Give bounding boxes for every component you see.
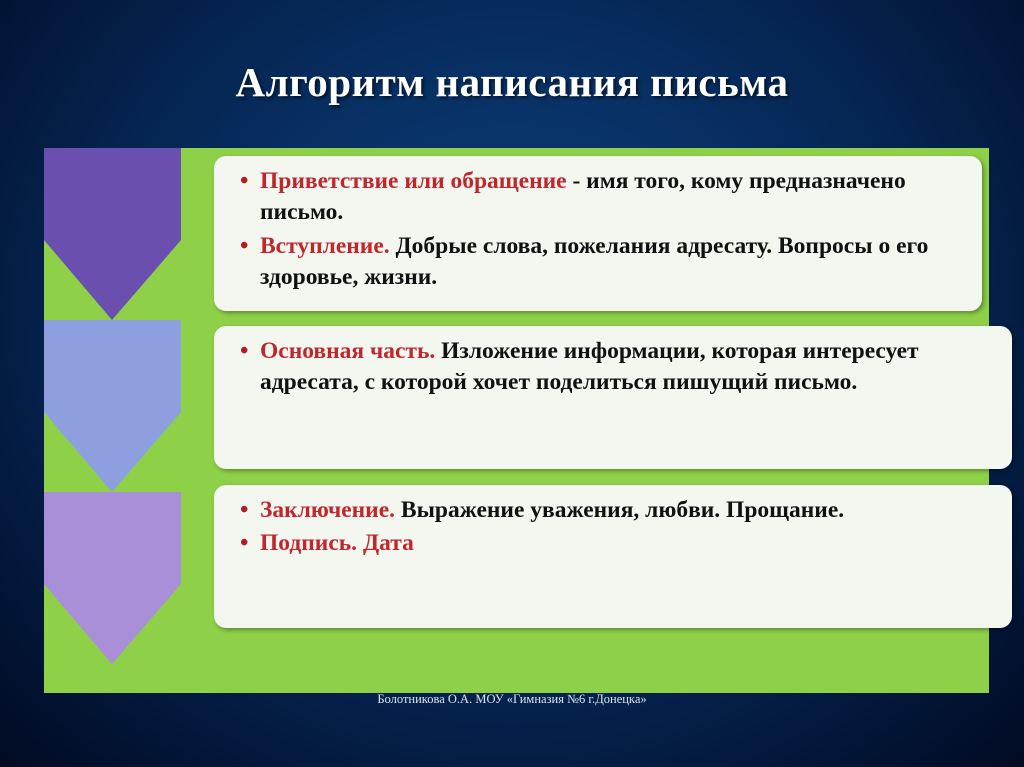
list-item: [236, 495, 994, 526]
list-item: [236, 231, 964, 294]
list-item-rest: Добрые слова, пожелания адресату. Вопросы о его здоровье, жизни.: [260, 232, 929, 291]
list-item-rest: Изложение информации, которая интересует адресата, с которой хочет поделиться пишущий письмо.: [260, 338, 919, 396]
list-item-lead: Приветствие или обращение: [260, 168, 567, 194]
list-item-lead: Заключение.: [260, 497, 396, 523]
card-conclusion-list: [236, 495, 994, 560]
card-main-part: [214, 326, 1012, 469]
green-panel: [44, 148, 989, 693]
list-item: [236, 166, 964, 229]
list-item-rest: Дата: [357, 530, 414, 557]
chevron-column: [44, 148, 181, 693]
list-item-lead: Вступление.: [260, 232, 390, 259]
list-item-rest: Выражение уважения, любви. Прощание.: [395, 497, 845, 523]
page-title: Алгоритм написания письма: [235, 59, 789, 105]
slide-footer: Болотникова О.А. МОУ «Гимназия №6 г.Донецка»: [377, 692, 647, 706]
list-item-lead: Подпись.: [260, 530, 358, 557]
card-conclusion: [214, 485, 1012, 628]
list-item-rest: - имя того, кому предназначено письмо.: [260, 168, 906, 226]
card-main-part-list: [236, 336, 994, 399]
chevron-arrow-3: [44, 492, 181, 664]
list-item: [236, 336, 994, 399]
chevron-arrow-2: [44, 320, 181, 492]
list-item-lead: Основная часть.: [260, 338, 436, 364]
list-item: [236, 528, 994, 559]
card-greeting-list: [236, 166, 964, 294]
chevron-arrow-1: [44, 148, 181, 320]
card-greeting: [214, 156, 982, 311]
